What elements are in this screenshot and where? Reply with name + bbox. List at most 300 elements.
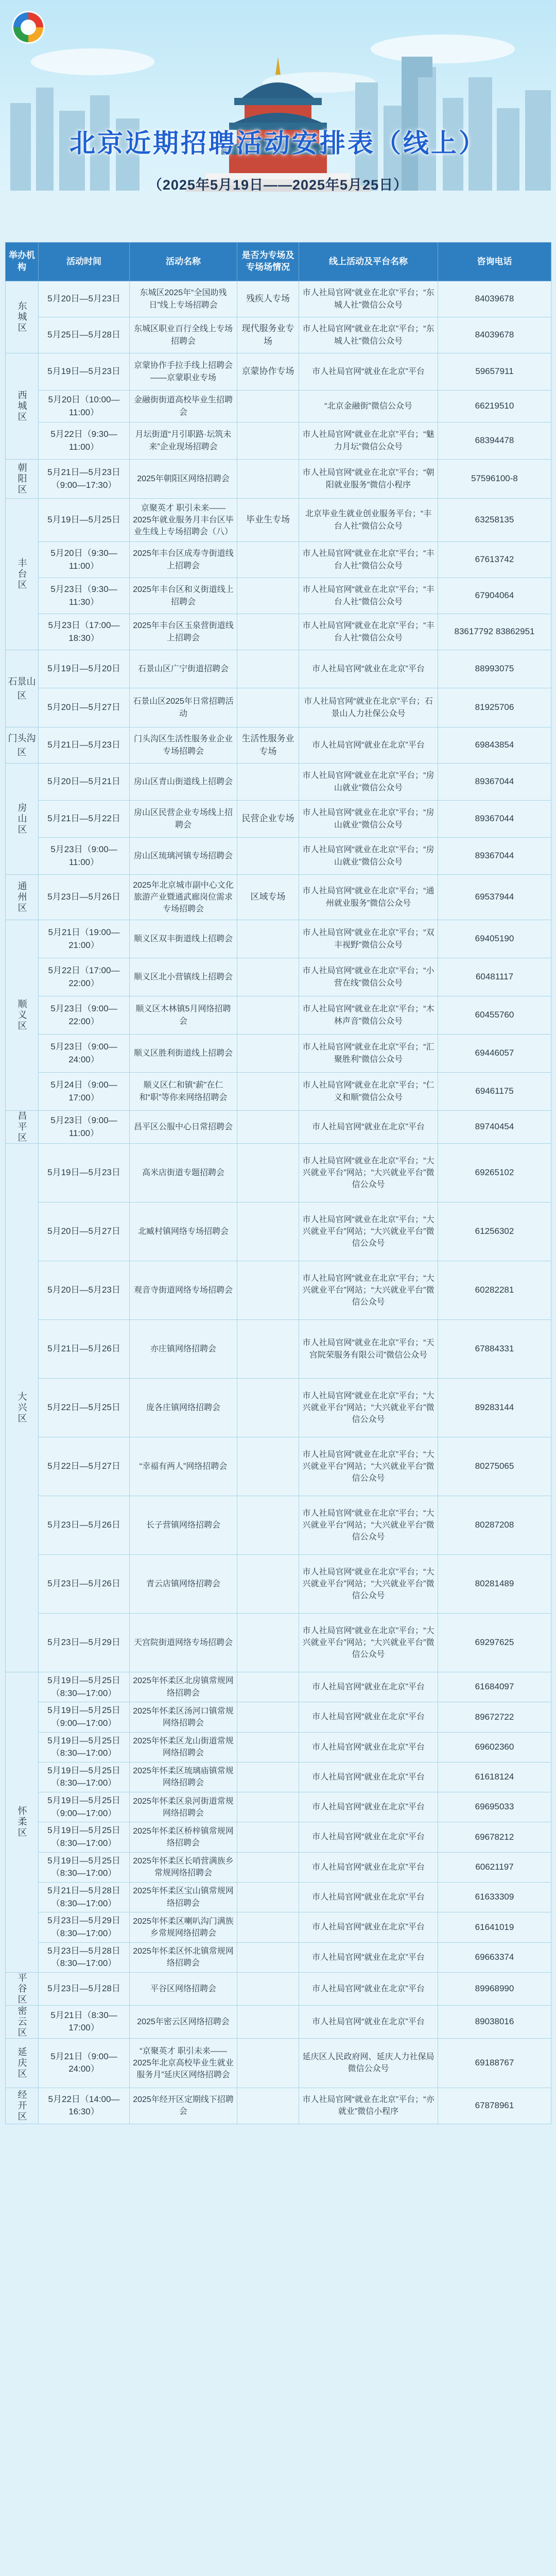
time-cell: 5月24日（9:00—17:00） [39,1073,130,1111]
table-row [6,1261,551,1320]
special-session-cell [237,391,299,422]
table-row [6,1379,551,1437]
phone-cell: 67613742 [438,542,551,578]
platform-cell: 市人社局官网“就业在北京”平台；“东城人社”微信公众号 [299,317,438,353]
time-cell: 5月20日（9:30—11:00） [39,542,130,578]
table-row [6,1111,551,1144]
table-row [6,727,551,764]
organizer-cell: 通州区 [6,875,39,920]
time-cell: 5月20日（10:00—11:00） [39,391,130,422]
phone-cell: 68394478 [438,422,551,460]
special-session-cell [237,764,299,801]
activity-name-cell: 2025年朝阳区网络招聘会 [130,460,237,499]
platform-cell: 市人社局官网“就业在北京”平台；“大兴就业平台”网站；“大兴就业平台”微信公众号 [299,1437,438,1496]
time-cell: 5月19日—5月25日（8:30—17:00） [39,1762,130,1792]
platform-cell: 市人社局官网“就业在北京”平台；“大兴就业平台”网站；“大兴就业平台”微信公众号 [299,1614,438,1672]
special-session-cell [237,1702,299,1732]
special-session-cell [237,1762,299,1792]
activity-name-cell: 昌平区公服中心日常招聘会 [130,1111,237,1144]
column-header-time: 活动时间 [39,243,130,281]
phone-cell: 80287208 [438,1496,551,1555]
activity-name-cell: 北臧村镇网络专场招聘会 [130,1202,237,1261]
table-row [6,1437,551,1496]
table-row [6,801,551,838]
organizer-cell: 延庆区 [6,2038,39,2088]
activity-name-cell: 顺义区北小营镇线上招聘会 [130,958,237,996]
organizer-cell: 门头沟区 [6,727,39,764]
organizer-cell: 密云区 [6,2005,39,2038]
platform-cell: 市人社局官网“就业在北京”平台；“仁义和顺”微信公众号 [299,1073,438,1111]
phone-cell: 84039678 [438,281,551,317]
activity-name-cell: 2025年经开区定期线下招聘会 [130,2088,237,2124]
table-row [6,1942,551,1972]
platform-cell: 市人社局官网“就业在北京”平台；“汇聚胜利”微信公众号 [299,1035,438,1073]
time-cell: 5月23日（9:00—11:00） [39,1111,130,1144]
activity-name-cell: 东城区2025年“全国助残日”线上专场招聘会 [130,281,237,317]
table-row [6,460,551,499]
activity-name-cell: 京聚英才 职引未来——2025年就业服务月丰台区毕业生线上专场招聘会（八） [130,499,237,542]
column-header-phone: 咨询电话 [438,243,551,281]
phone-cell: 60621197 [438,1852,551,1882]
special-session-cell [237,1912,299,1942]
special-session-cell: 京蒙协作专场 [237,353,299,391]
table-row [6,764,551,801]
table-row [6,1762,551,1792]
special-session-cell [237,1852,299,1882]
special-session-cell: 现代服务业专场 [237,317,299,353]
date-range-subtitle: （2025年5月19日——2025年5月25日） [148,177,408,193]
phone-cell: 67884331 [438,1320,551,1379]
table-row [6,1882,551,1912]
platform-cell: 市人社局官网“就业在北京”平台；“小营在线”微信公众号 [299,958,438,996]
activity-name-cell: 2025年怀柔区宝山镇常规网络招聘会 [130,1882,237,1912]
time-cell: 5月19日—5月25日（9:00—17:00） [39,1702,130,1732]
time-cell: 5月21日—5月23日（9:00—17:30） [39,460,130,499]
platform-cell: 北京毕业生就业创业服务平台；“丰台人社”微信公众号 [299,499,438,542]
table-body [6,281,551,2124]
activity-name-cell: 平谷区网络招聘会 [130,1972,237,2005]
time-cell: 5月22日（17:00—22:00） [39,958,130,996]
special-session-cell [237,1437,299,1496]
platform-cell: 市人社局官网“就业在北京”平台 [299,1672,438,1702]
table-row [6,838,551,875]
page-title: 北京近期招聘活动安排表（线上） [70,129,486,158]
platform-cell: 市人社局官网“就业在北京”平台；“大兴就业平台”网站；“大兴就业平台”微信公众号 [299,1496,438,1555]
platform-cell: 市人社局官网“就业在北京”平台 [299,1702,438,1732]
phone-cell: 60455760 [438,996,551,1035]
phone-cell: 69297625 [438,1614,551,1672]
phone-cell: 61641019 [438,1912,551,1942]
organizer-cell: 怀柔区 [6,1672,39,1973]
time-cell: 5月23日—5月29日（8:30—17:00） [39,1912,130,1942]
platform-cell: 市人社局官网“就业在北京”平台；“双丰视野”微信公众号 [299,920,438,958]
platform-cell: “北京金融街”微信公众号 [299,391,438,422]
phone-cell: 61684097 [438,1672,551,1702]
phone-cell: 60282281 [438,1261,551,1320]
phone-cell: 61618124 [438,1762,551,1792]
activity-name-cell: 2025年怀柔区喇叭沟门满族乡常规网络招聘会 [130,1912,237,1942]
activity-name-cell: 东城区职业百行全线上专场招聘会 [130,317,237,353]
table-row [6,1672,551,1702]
special-session-cell [237,1496,299,1555]
phone-cell: 89367044 [438,838,551,875]
phone-cell: 69188767 [438,2038,551,2088]
emblem-logo-icon [10,9,46,45]
time-cell: 5月21日—5月26日 [39,1320,130,1379]
table-header-row [6,243,551,281]
activity-name-cell: 房山区青山街道线上招聘会 [130,764,237,801]
special-session-cell [237,1882,299,1912]
platform-cell: 市人社局官网“就业在北京”平台 [299,1882,438,1912]
activity-name-cell: 高米店街道专题招聘会 [130,1144,237,1202]
table-row [6,958,551,996]
platform-cell: 市人社局官网“就业在北京”平台；“通州就业服务”微信公众号 [299,875,438,920]
special-session-cell [237,650,299,688]
time-cell: 5月25日—5月28日 [39,317,130,353]
activity-name-cell: 金融街街道高校毕业生招聘会 [130,391,237,422]
activity-name-cell: 2025年丰台区玉泉营街道线上招聘会 [130,614,237,650]
time-cell: 5月19日—5月25日（8:30—17:00） [39,1852,130,1882]
organizer-cell: 大兴区 [6,1144,39,1672]
table-row [6,542,551,578]
activity-name-cell: 房山区琉璃河镇专场招聘会 [130,838,237,875]
time-cell: 5月22日—5月25日 [39,1379,130,1437]
time-cell: 5月23日（9:00—11:00） [39,838,130,875]
platform-cell: 市人社局官网“就业在北京”平台 [299,650,438,688]
table-row [6,1320,551,1379]
time-cell: 5月21日—5月22日 [39,801,130,838]
phone-cell: 63258135 [438,499,551,542]
time-cell: 5月19日—5月20日 [39,650,130,688]
schedule-table-container [5,242,551,2124]
platform-cell: 市人社局官网“就业在北京”平台 [299,1912,438,1942]
special-session-cell [237,1672,299,1702]
time-cell: 5月21日—5月23日 [39,727,130,764]
platform-cell: 市人社局官网“就业在北京”平台 [299,1822,438,1852]
time-cell: 5月19日—5月25日（8:30—17:00） [39,1732,130,1762]
phone-cell: 61256302 [438,1202,551,1261]
phone-cell: 60481117 [438,958,551,996]
special-session-cell [237,1555,299,1614]
column-header-organizer: 举办机构 [6,243,39,281]
phone-cell: 89367044 [438,764,551,801]
organizer-cell: 西城区 [6,353,39,460]
special-session-cell [237,1035,299,1073]
special-session-cell [237,1144,299,1202]
table-row [6,1614,551,1672]
organizer-cell: 东城区 [6,281,39,353]
footer-spacer [0,2124,556,2134]
time-cell: 5月19日—5月23日 [39,353,130,391]
platform-cell: 市人社局官网“就业在北京”平台 [299,727,438,764]
activity-name-cell: 月坛街道“月引职路·坛筑未来”企业现场招聘会 [130,422,237,460]
time-cell: 5月23日—5月28日（8:30—17:00） [39,1942,130,1972]
table-row [6,1792,551,1822]
platform-cell: 市人社局官网“就业在北京”平台；石景山人力社保公众号 [299,688,438,727]
special-session-cell [237,2038,299,2088]
table-row [6,688,551,727]
time-cell: 5月23日—5月26日 [39,875,130,920]
phone-cell: 89968990 [438,1972,551,2005]
time-cell: 5月20日—5月27日 [39,688,130,727]
phone-cell: 69446057 [438,1035,551,1073]
special-session-cell [237,1822,299,1852]
platform-cell: 市人社局官网“就业在北京”平台；“房山就业”微信公众号 [299,764,438,801]
phone-cell: 67878961 [438,2088,551,2124]
activity-name-cell: 2025年怀柔区琉璃庙镇常规网络招聘会 [130,1762,237,1792]
table-row [6,875,551,920]
time-cell: 5月19日—5月25日（9:00—17:00） [39,1792,130,1822]
special-session-cell: 区域专场 [237,875,299,920]
table-row [6,1972,551,2005]
special-session-cell [237,614,299,650]
special-session-cell [237,1732,299,1762]
platform-cell: 市人社局官网“就业在北京”平台；“大兴就业平台”网站；“大兴就业平台”微信公众号 [299,1555,438,1614]
table-row [6,499,551,542]
time-cell: 5月21日（9:00—24:00） [39,2038,130,2088]
platform-cell: 市人社局官网“就业在北京”平台；“丰台人社”微信公众号 [299,614,438,650]
time-cell: 5月22日（14:00—16:30） [39,2088,130,2124]
platform-cell: 市人社局官网“就业在北京”平台 [299,353,438,391]
phone-cell: 89672722 [438,1702,551,1732]
special-session-cell [237,1073,299,1111]
activity-name-cell: 石景山区2025年日常招聘活动 [130,688,237,727]
special-session-cell: 民营企业专场 [237,801,299,838]
organizer-cell: 石景山区 [6,650,39,727]
phone-cell: 80281489 [438,1555,551,1614]
organizer-cell: 朝阳区 [6,460,39,499]
platform-cell: 市人社局官网“就业在北京”平台；“房山就业”微信公众号 [299,801,438,838]
table-row [6,1852,551,1882]
activity-name-cell: 2025年怀柔区龙山街道常规网络招聘会 [130,1732,237,1762]
platform-cell: 市人社局官网“就业在北京”平台 [299,1762,438,1792]
activity-name-cell: 顺义区仁和镇“薪”在仁和“职”等你来网络招聘会 [130,1073,237,1111]
special-session-cell [237,920,299,958]
table-row [6,281,551,317]
phone-cell: 89283144 [438,1379,551,1437]
platform-cell: 市人社局官网“就业在北京”平台 [299,1111,438,1144]
time-cell: 5月22日（9:30—11:00） [39,422,130,460]
table-row [6,1702,551,1732]
column-header-platform: 线上活动及平台名称 [299,243,438,281]
platform-cell: 市人社局官网“就业在北京”平台 [299,2005,438,2038]
time-cell: 5月20日—5月23日 [39,281,130,317]
organizer-cell: 房山区 [6,764,39,875]
beijing-skyline-illustration [0,0,556,242]
phone-cell: 69678212 [438,1822,551,1852]
time-cell: 5月23日—5月28日 [39,1972,130,2005]
phone-cell: 59657911 [438,353,551,391]
special-session-cell: 生活性服务业专场 [237,727,299,764]
activity-name-cell: 庞各庄镇网络招聘会 [130,1379,237,1437]
platform-cell: 市人社局官网“就业在北京”平台；“木林声音”微信公众号 [299,996,438,1035]
organizer-cell: 丰台区 [6,499,39,650]
table-row [6,920,551,958]
time-cell: 5月23日—5月29日 [39,1614,130,1672]
activity-name-cell: 2025年丰台区成寿寺街道线上招聘会 [130,542,237,578]
phone-cell: 69695033 [438,1792,551,1822]
activity-name-cell: 2025年密云区网络招聘会 [130,2005,237,2038]
table-row [6,1144,551,1202]
table-row [6,1035,551,1073]
recruitment-schedule-table [5,242,551,2124]
time-cell: 5月21日（19:00—21:00） [39,920,130,958]
table-row [6,996,551,1035]
time-cell: 5月23日—5月26日 [39,1496,130,1555]
phone-cell: 83617792 83862951 [438,614,551,650]
phone-cell: 81925706 [438,688,551,727]
table-row [6,2005,551,2038]
activity-name-cell: 顺义区胜利街道线上招聘会 [130,1035,237,1073]
special-session-cell [237,996,299,1035]
table-row [6,1732,551,1762]
platform-cell: 市人社局官网“就业在北京”平台 [299,1972,438,2005]
table-row [6,2088,551,2124]
phone-cell: 69461175 [438,1073,551,1111]
phone-cell: 84039678 [438,317,551,353]
table-row [6,422,551,460]
activity-name-cell: 门头沟区生活性服务业企业专场招聘会 [130,727,237,764]
time-cell: 5月23日（17:00—18:30） [39,614,130,650]
platform-cell: 延庆区人民政府网、延庆人力社保局微信公众号 [299,2038,438,2088]
platform-cell: 市人社局官网“就业在北京”平台；“大兴就业平台”网站；“大兴就业平台”微信公众号 [299,1144,438,1202]
platform-cell: 市人社局官网“就业在北京”平台 [299,1792,438,1822]
table-row [6,317,551,353]
activity-name-cell: 2025年怀柔区怀北镇常规网络招聘会 [130,1942,237,1972]
special-session-cell [237,688,299,727]
phone-cell: 89038016 [438,2005,551,2038]
platform-cell: 市人社局官网“就业在北京”平台；“大兴就业平台”网站；“大兴就业平台”微信公众号 [299,1379,438,1437]
activity-name-cell: “京聚英才 职引未来——2025年北京高校毕业生就业服务月”延庆区网络招聘会 [130,2038,237,2088]
special-session-cell [237,1942,299,1972]
time-cell: 5月21日（8:30—17:00） [39,2005,130,2038]
header-banner [0,0,556,242]
time-cell: 5月23日（9:00—24:00） [39,1035,130,1073]
platform-cell: 市人社局官网“就业在北京”平台；“丰台人社”微信公众号 [299,578,438,614]
special-session-cell [237,1320,299,1379]
time-cell: 5月19日—5月23日 [39,1144,130,1202]
organizer-cell: 平谷区 [6,1972,39,2005]
table-row [6,2038,551,2088]
special-session-cell [237,1972,299,2005]
time-cell: 5月21日—5月28日（8:30—17:00） [39,1882,130,1912]
time-cell: 5月20日—5月27日 [39,1202,130,1261]
column-header-special: 是否为专场及专场场情况 [237,243,299,281]
phone-cell: 89740454 [438,1111,551,1144]
platform-cell: 市人社局官网“就业在北京”平台；“魅力月坛”微信公众号 [299,422,438,460]
phone-cell: 69537944 [438,875,551,920]
table-row [6,1496,551,1555]
time-cell: 5月19日—5月25日（8:30—17:00） [39,1672,130,1702]
time-cell: 5月23日—5月26日 [39,1555,130,1614]
activity-name-cell: “幸福有两人”网络招聘会 [130,1437,237,1496]
table-row [6,1202,551,1261]
phone-cell: 69265102 [438,1144,551,1202]
special-session-cell [237,1614,299,1672]
time-cell: 5月22日—5月27日 [39,1437,130,1496]
platform-cell: 市人社局官网“就业在北京”平台 [299,1942,438,1972]
activity-name-cell: 亦庄镇网络招聘会 [130,1320,237,1379]
phone-cell: 69843854 [438,727,551,764]
phone-cell: 88993075 [438,650,551,688]
activity-name-cell: 房山区民营企业专场线上招聘会 [130,801,237,838]
activity-name-cell: 2025年怀柔区北房镇常规网络招聘会 [130,1672,237,1702]
phone-cell: 69663374 [438,1942,551,1972]
table-row [6,1555,551,1614]
special-session-cell: 残疾人专场 [237,281,299,317]
platform-cell: 市人社局官网“就业在北京”平台 [299,1732,438,1762]
table-row [6,1912,551,1942]
activity-name-cell: 2025年怀柔区长哨营满族乡常规网络招聘会 [130,1852,237,1882]
phone-cell: 57596100-8 [438,460,551,499]
activity-name-cell: 2025年北京城市副中心文化旅游产业暨通武廊岗位需求专场招聘会 [130,875,237,920]
time-cell: 5月20日—5月23日 [39,1261,130,1320]
phone-cell: 69602360 [438,1732,551,1762]
special-session-cell [237,958,299,996]
special-session-cell [237,2088,299,2124]
platform-cell: 市人社局官网“就业在北京”平台；“房山就业”微信公众号 [299,838,438,875]
special-session-cell [237,422,299,460]
special-session-cell [237,1111,299,1144]
activity-name-cell: 顺义区木林镇5月网络招聘会 [130,996,237,1035]
special-session-cell [237,2005,299,2038]
special-session-cell [237,542,299,578]
activity-name-cell: 顺义区双丰街道线上招聘会 [130,920,237,958]
table-row [6,578,551,614]
activity-name-cell: 天宫院街道网络专场招聘会 [130,1614,237,1672]
table-row [6,1073,551,1111]
phone-cell: 80275065 [438,1437,551,1496]
activity-name-cell: 观音寺街道网络专场招聘会 [130,1261,237,1320]
activity-name-cell: 2025年怀柔区桥梓镇常规网络招聘会 [130,1822,237,1852]
time-cell: 5月20日—5月21日 [39,764,130,801]
activity-name-cell: 2025年怀柔区汤河口镇常规网络招聘会 [130,1702,237,1732]
platform-cell: 市人社局官网“就业在北京”平台；“大兴就业平台”网站；“大兴就业平台”微信公众号 [299,1261,438,1320]
activity-name-cell: 2025年怀柔区泉河街道常规网络招聘会 [130,1792,237,1822]
table-row [6,353,551,391]
platform-cell: 市人社局官网“就业在北京”平台；“亦就业”微信小程序 [299,2088,438,2124]
time-cell: 5月23日（9:00—22:00） [39,996,130,1035]
table-row [6,650,551,688]
phone-cell: 69405190 [438,920,551,958]
special-session-cell [237,460,299,499]
special-session-cell: 毕业生专场 [237,499,299,542]
phone-cell: 67904064 [438,578,551,614]
activity-name-cell: 石景山区广宁街道招聘会 [130,650,237,688]
platform-cell: 市人社局官网“就业在北京”平台 [299,1852,438,1882]
time-cell: 5月19日—5月25日（8:30—17:00） [39,1822,130,1852]
special-session-cell [237,578,299,614]
activity-name-cell: 长子营镇网络招聘会 [130,1496,237,1555]
organizer-cell: 昌平区 [6,1111,39,1144]
column-header-name: 活动名称 [130,243,237,281]
activity-name-cell: 青云店镇网络招聘会 [130,1555,237,1614]
phone-cell: 61633309 [438,1882,551,1912]
platform-cell: 市人社局官网“就业在北京”平台；“天宫院荣服务有限公司”微信公众号 [299,1320,438,1379]
time-cell: 5月19日—5月25日 [39,499,130,542]
special-session-cell [237,838,299,875]
organizer-cell: 经开区 [6,2088,39,2124]
organizer-cell: 顺义区 [6,920,39,1111]
platform-cell: 市人社局官网“就业在北京”平台；“丰台人社”微信公众号 [299,542,438,578]
platform-cell: 市人社局官网“就业在北京”平台；“朝阳就业服务”微信小程序 [299,460,438,499]
activity-name-cell: 2025年丰台区和义街道线上招聘会 [130,578,237,614]
table-row [6,614,551,650]
special-session-cell [237,1792,299,1822]
time-cell: 5月23日（9:30—11:30） [39,578,130,614]
platform-cell: 市人社局官网“就业在北京”平台；“东城人社”微信公众号 [299,281,438,317]
table-row [6,1822,551,1852]
